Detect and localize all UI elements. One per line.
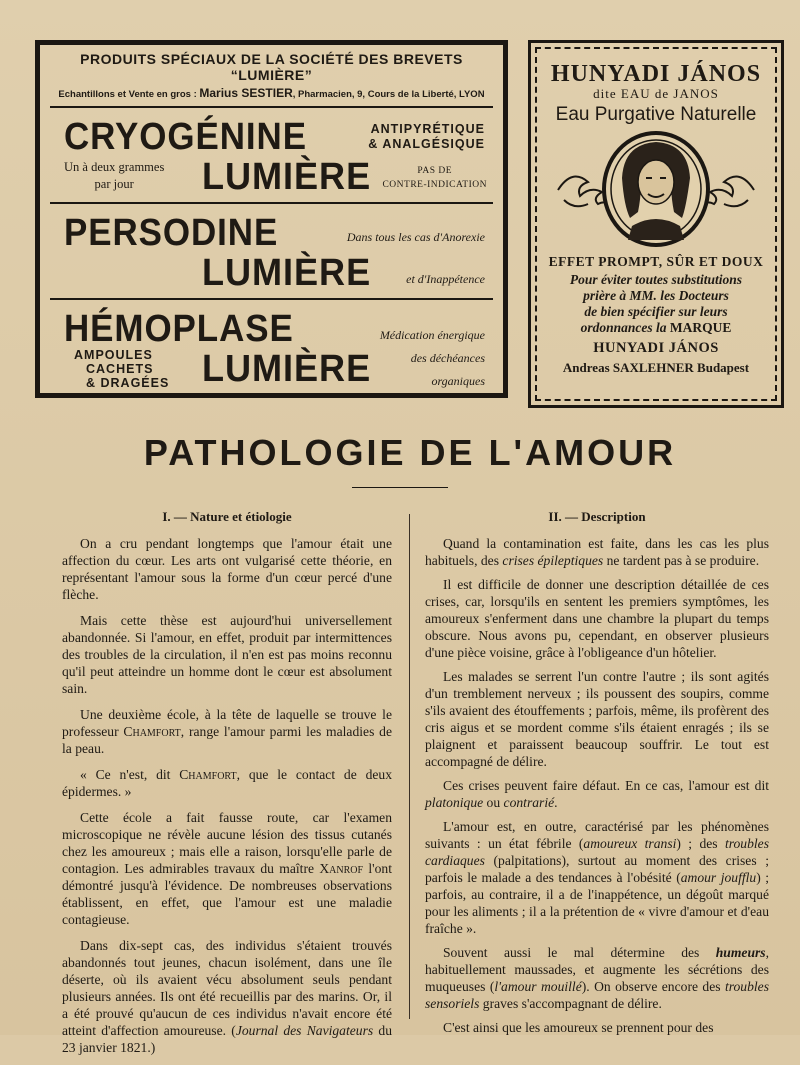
text-run: Cette école a fait fausse route, car l'examen microscopique ne révèle aucune lésion des tissus cutanés chez les amoureux ; mais elle a raison, lorsqu'elle parle de contagion. Les admirables travaux du maître: [62, 810, 392, 876]
product-dosage: [64, 159, 164, 193]
journal-name: Journal des Navigateurs: [235, 1023, 374, 1038]
hunyadi-brand: HUNYADI JÁNOS: [593, 340, 719, 356]
text-run: graves s'accompagnant de délire.: [479, 996, 662, 1011]
emphasis: troubles cardiaques: [425, 836, 769, 868]
contra-line1: PAS DE: [417, 166, 453, 176]
contra-line2: CONTRE-INDICATION: [382, 180, 487, 190]
paragraph: [425, 777, 769, 811]
product-name: HÉMOPLASE: [64, 308, 294, 350]
product-note2: et d'Inappétence: [406, 272, 485, 286]
hunyadi-subtitle: dite EAU de JANOS: [593, 86, 719, 101]
text-run: l'ont démontré jusqu'à l'évidence. De nombreuses observations établissent, en effet, que l'amour est une maladie contagieuse.: [62, 861, 392, 927]
product-persodine: [50, 204, 493, 300]
lumiere-header-suffix: , Pharmacien, 9, Cours de la Liberté, LYON: [292, 89, 485, 100]
paragraph: Les malades se serrent l'un contre l'autre ; ils sont agités d'un tremblement nerveux ; ils poussent des soupirs, comme s'ils avaient des étouffements ; parfois, même, ils profèrent des cris aigus et se mordent comme s'ils étaient enragés ; ils se plaignent et paraissent beaucoup souffrir. Le tout est accompagné de délire.: [425, 669, 769, 769]
product-hemoplase: [50, 300, 493, 400]
text-run: Une deuxième école, à la tête de laquelle se trouve le professeur: [62, 707, 392, 739]
product-contraindication: [382, 164, 487, 192]
text-run: , range l'amour parmi les maladies de la peau.: [62, 724, 392, 756]
emphasis: troubles sensoriels: [425, 979, 770, 1011]
article-title: PATHOLOGIE DE L'AMOUR: [143, 432, 677, 473]
paragraph: [425, 535, 769, 569]
product-brand: LUMIÈRE: [202, 156, 372, 198]
text-run: , que le contact de deux épidermes. »: [62, 767, 392, 799]
paragraph: [62, 937, 392, 1056]
product-note2: des déchéances: [410, 351, 485, 365]
text-run: Dans dix-sept cas, des individus s'étaient trouvés abandonnés tout jeunes, chacun isolément, dans une île déserte, où ils avaient vécu absolument seuls pendant plusieurs années. Ils ont été recueillis par des marins. Or, il a été prouvé qu'aucun de ces individus n'avait encore été atteint d'affection amoureuse. (: [62, 938, 392, 1038]
column-divider: [409, 514, 410, 1019]
hunyadi-title: HUNYADI JÁNOS: [550, 61, 762, 87]
dosage-line2: par jour: [94, 177, 134, 191]
text-run: ). On observe encore des: [581, 979, 725, 994]
right-column: [425, 508, 769, 1043]
text-run: Ces crises peuvent faire défaut. En ce cas, l'amour est dit: [443, 778, 769, 793]
emphasis: amour joufflu: [680, 870, 757, 885]
paragraph: [62, 809, 392, 928]
lumiere-header-prefix: Echantillons et Vente en gros :: [58, 89, 200, 100]
section-heading-description: II. — Description: [548, 509, 646, 524]
instruction-line: prière à MM. les Docteurs: [583, 288, 729, 303]
author-name: Chamfort: [123, 724, 181, 739]
paragraph: C'est ainsi que les amoureux se prennent pour des: [443, 1020, 714, 1035]
emphasis: humeurs: [715, 945, 766, 960]
instruction-line: Pour éviter toutes substitutions: [569, 272, 743, 287]
paragraph: [62, 766, 392, 800]
text-run: , habituellement maussades, et augmente les sécrétions des muqueuses (: [425, 945, 769, 994]
text-run: Quand la contamination est faite, dans les cas les plus habituels, des: [425, 536, 769, 568]
form-line3: & DRAGÉES: [86, 376, 170, 390]
text-run: ne tardent pas à se produire.: [603, 553, 760, 568]
indication-line2: & ANALGÉSIQUE: [368, 137, 485, 151]
hunyadi-janos-advertisement: [528, 40, 784, 408]
product-note1: Dans tous les cas d'Anorexie: [346, 230, 485, 244]
form-line1: AMPOULES: [74, 348, 153, 362]
product-name: CRYOGÉNINE: [64, 116, 307, 158]
instruction-prefix: ordonnances la: [580, 320, 670, 335]
hunyadi-instructions: [531, 272, 781, 336]
dosage-line1: Un à deux grammes: [64, 160, 165, 174]
emphasis: l'amour mouillé: [494, 979, 582, 994]
product-forms: [74, 348, 169, 390]
lumiere-ad-header: [50, 51, 493, 108]
text-run: .: [554, 795, 558, 810]
hunyadi-effect: EFFET PROMPT, SÛR ET DOUX: [548, 254, 764, 269]
text-run: ) ; des: [676, 836, 725, 851]
paragraph: Mais cette thèse est aujourd'hui universellement abandonnée. Si l'amour, en effet, produit par intermittences des troubles de la circulation, il n'en est pas moins reconnu qu'il peut atteindre un homme dont le cœur est absolument sain.: [62, 613, 392, 696]
author-name: Chamfort: [179, 767, 237, 782]
paragraph: [62, 706, 392, 757]
text-run: (palpitations), surtout au moment des crises ; parfois le malade a des tendances à l'obésité (: [425, 853, 769, 885]
product-indication: [368, 122, 485, 152]
indication-line1: ANTIPYRÉTIQUE: [370, 122, 485, 136]
emphasis: crises épileptiques: [502, 553, 604, 568]
paragraph: Il est difficile de donner une description détaillée de ces crises, car, lorsqu'ils en sentent les premiers symptômes, les amoureux s'enferment dans une chambre la plupart du temps obscure. Nous avons pu, cependant, en observer plusieurs d'une pièce voisine, grâce à l'obligeance d'un hôtelier.: [425, 577, 769, 660]
hunyadi-tagline: Eau Purgative Naturelle: [555, 104, 757, 125]
form-line2: CACHETS: [86, 362, 154, 376]
paragraph: On a cru pendant longtemps que l'amour était une affection du cœur. Les arts ont vulgarisé cette théorie, en représentant l'amour sous la forme d'un cœur percé d'une flèche.: [62, 536, 392, 602]
lumiere-header-line2: [50, 86, 493, 100]
left-column: [62, 508, 392, 1065]
instruction-line: [531, 320, 781, 336]
section-heading-nature: I. — Nature et étiologie: [162, 509, 292, 524]
product-brand: LUMIÈRE: [202, 252, 372, 294]
hunyadi-address: Andreas SAXLEHNER Budapest: [562, 360, 750, 375]
author-name: Xanrof: [319, 861, 364, 876]
product-brand: LUMIÈRE: [202, 348, 372, 390]
emphasis: amoureux transi: [583, 836, 677, 851]
text-run: Souvent aussi le mal détermine des: [443, 945, 716, 960]
product-name: PERSODINE: [64, 212, 279, 254]
lumiere-advertisement: [35, 40, 508, 398]
product-note3: organiques: [431, 374, 485, 388]
title-divider: [352, 487, 448, 488]
product-note1: Médication énergique: [379, 328, 485, 342]
text-run: du 23 janvier 1821.): [62, 1023, 392, 1055]
product-cryogenine: [50, 108, 493, 204]
paragraph: [425, 818, 769, 937]
text-run: ) ; parfois, au contraire, il a de l'inappétence, un dégoût marqué pour les aliments ; il a la prétention de « vivre d'amour et d'eau fraîche ».: [425, 870, 769, 936]
emphasis: platonique: [425, 795, 484, 810]
paragraph: [425, 944, 769, 1012]
instruction-line: de bien spécifier sur leurs: [584, 304, 728, 319]
emphasis: contrarié: [503, 795, 555, 810]
lumiere-header-line1: PRODUITS SPÉCIAUX DE LA SOCIÉTÉ DES BREVETS “LUMIÈRE”: [80, 51, 463, 83]
instruction-marque: MARQUE: [669, 320, 732, 335]
portrait-medallion-icon: [550, 130, 762, 248]
text-run: ou: [483, 795, 504, 810]
text-run: « Ce n'est, dit: [80, 767, 180, 782]
lumiere-header-name: Marius SESTIER: [199, 86, 293, 100]
text-run: L'amour est, en outre, caractérisé par les phénomènes suivants : un état fébrile (: [425, 819, 769, 851]
